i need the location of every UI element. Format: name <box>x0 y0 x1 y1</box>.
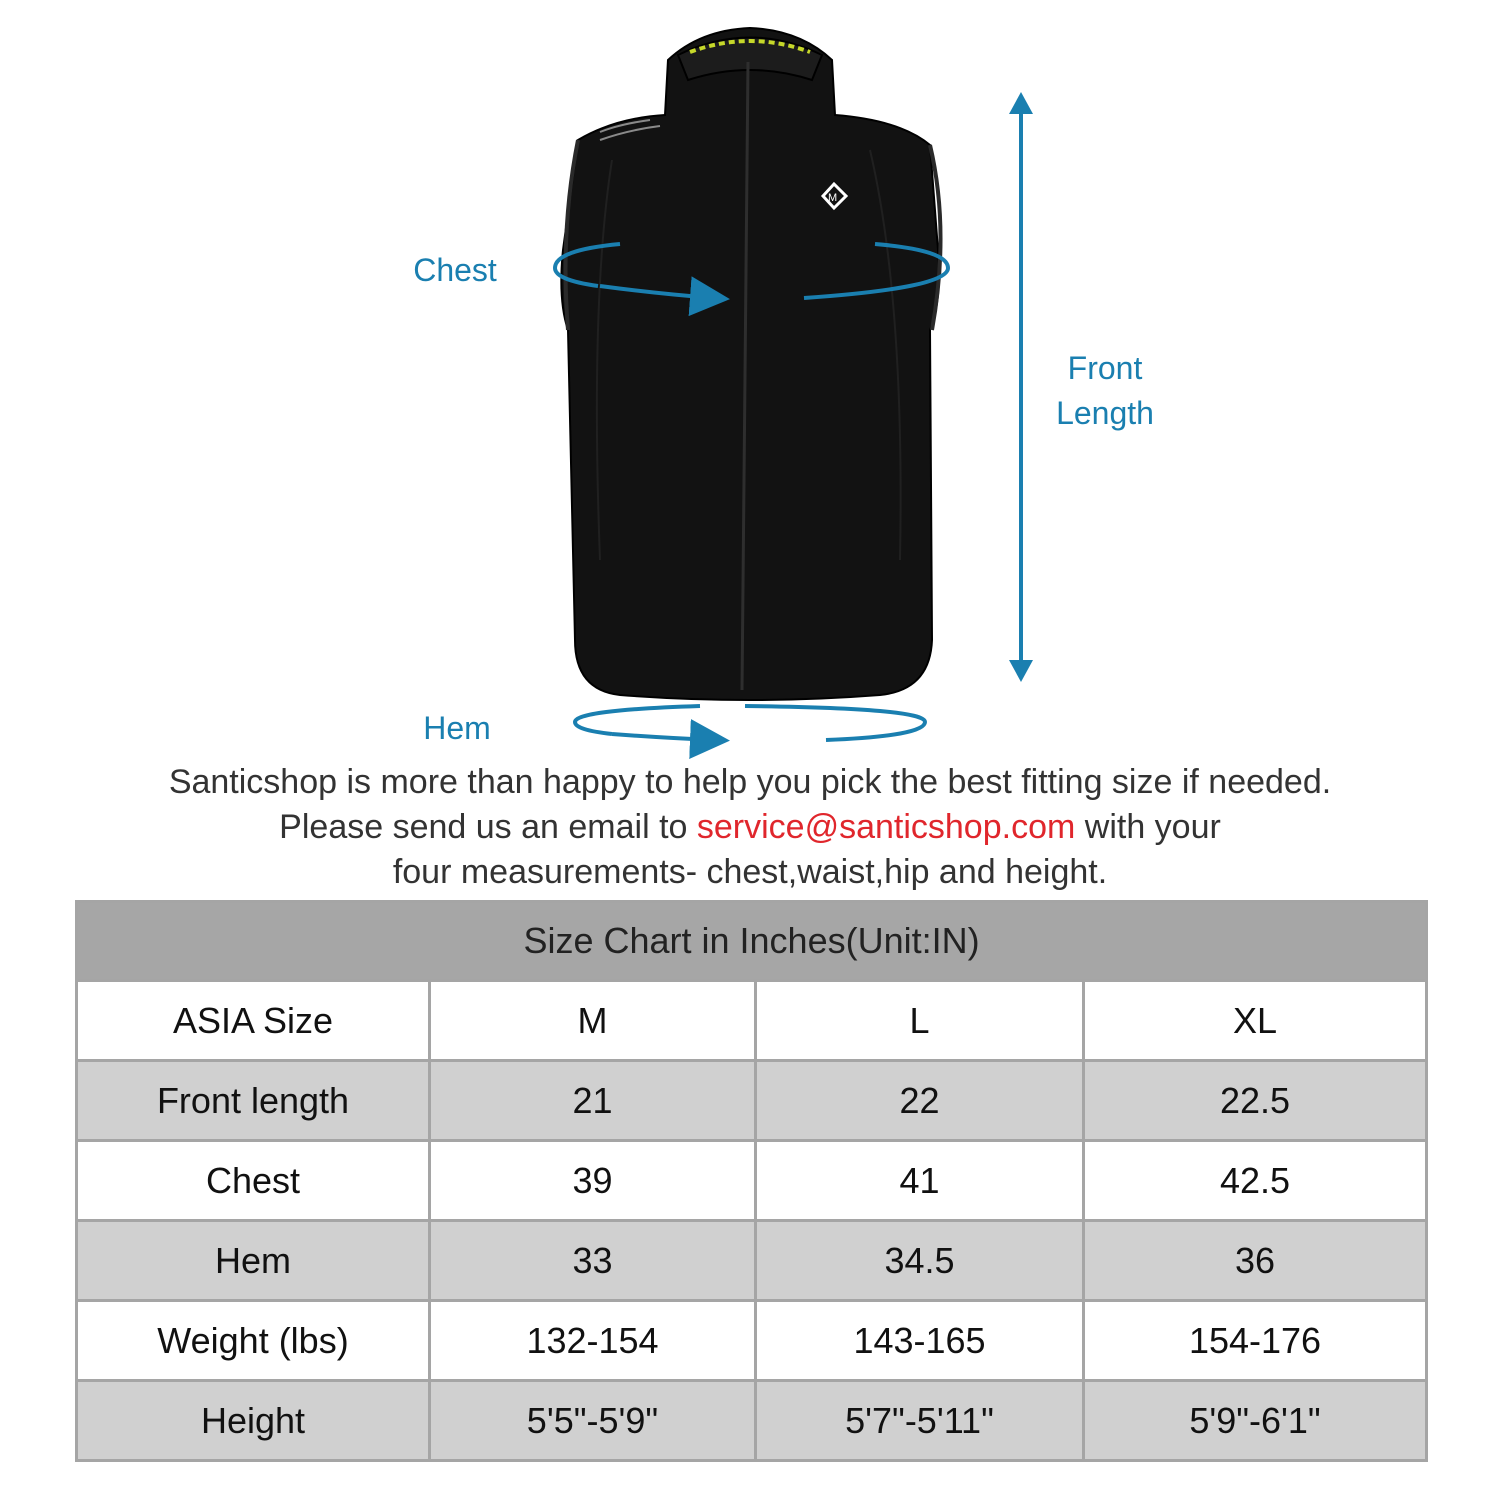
row-label-cell: Chest <box>77 1141 430 1221</box>
hem-measure <box>575 706 925 740</box>
vest-image <box>561 28 940 700</box>
chest-label: Chest <box>413 252 497 288</box>
help-line-3: four measurements- chest,waist,hip and height. <box>392 853 1108 891</box>
table-row <box>77 1301 1427 1381</box>
help-line-1: Santicshop is more than happy to help you pick the best fitting size if needed. <box>168 763 1332 801</box>
header-cell: M <box>430 981 756 1061</box>
row-label-cell: Front length <box>77 1061 430 1141</box>
table-cell: 132-154 <box>430 1301 756 1381</box>
row-label-cell: Weight (lbs) <box>77 1301 430 1381</box>
table-row <box>77 1221 1427 1301</box>
front-length-label-line2: Length <box>1056 394 1154 431</box>
table-cell: 154-176 <box>1084 1301 1427 1381</box>
table-row <box>77 1381 1427 1461</box>
support-email-link[interactable]: service@santicshop.com <box>696 808 1076 846</box>
table-cell: 22.5 <box>1084 1061 1427 1141</box>
table-row <box>77 1141 1427 1221</box>
table-cell: 5'7"-5'11" <box>756 1381 1084 1461</box>
size-chart-title: Size Chart in Inches(Unit:IN) <box>77 902 1427 981</box>
table-cell: 39 <box>430 1141 756 1221</box>
front-length-label <box>1035 346 1175 436</box>
table-cell: 5'5"-5'9" <box>430 1381 756 1461</box>
front-length-label-line1: Front <box>1067 350 1143 386</box>
table-cell: 33 <box>430 1221 756 1301</box>
table-cell: 41 <box>756 1141 1084 1221</box>
table-row <box>77 1061 1427 1141</box>
table-cell: 36 <box>1084 1221 1427 1301</box>
front-length-measure <box>1009 92 1033 682</box>
help-line-2-pre: Please send us an email to <box>279 808 697 846</box>
table-cell: 21 <box>430 1061 756 1141</box>
header-cell: ASIA Size <box>77 981 430 1061</box>
table-cell: 5'9"-6'1" <box>1084 1381 1427 1461</box>
size-chart-title-row <box>77 902 1427 981</box>
row-label-cell: Height <box>77 1381 430 1461</box>
svg-text:M: M <box>828 192 838 204</box>
header-cell: XL <box>1084 981 1427 1061</box>
help-line-2 <box>0 805 1500 850</box>
row-label-cell: Hem <box>77 1221 430 1301</box>
help-message <box>0 760 1500 895</box>
hem-label: Hem <box>423 710 491 746</box>
table-cell: 42.5 <box>1084 1141 1427 1221</box>
table-cell: 22 <box>756 1061 1084 1141</box>
size-chart-table <box>75 900 1428 1462</box>
size-chart-header-row <box>77 981 1427 1061</box>
help-line-2-post: with your <box>1075 808 1221 846</box>
header-cell: L <box>756 981 1084 1061</box>
table-cell: 143-165 <box>756 1301 1084 1381</box>
table-cell: 34.5 <box>756 1221 1084 1301</box>
